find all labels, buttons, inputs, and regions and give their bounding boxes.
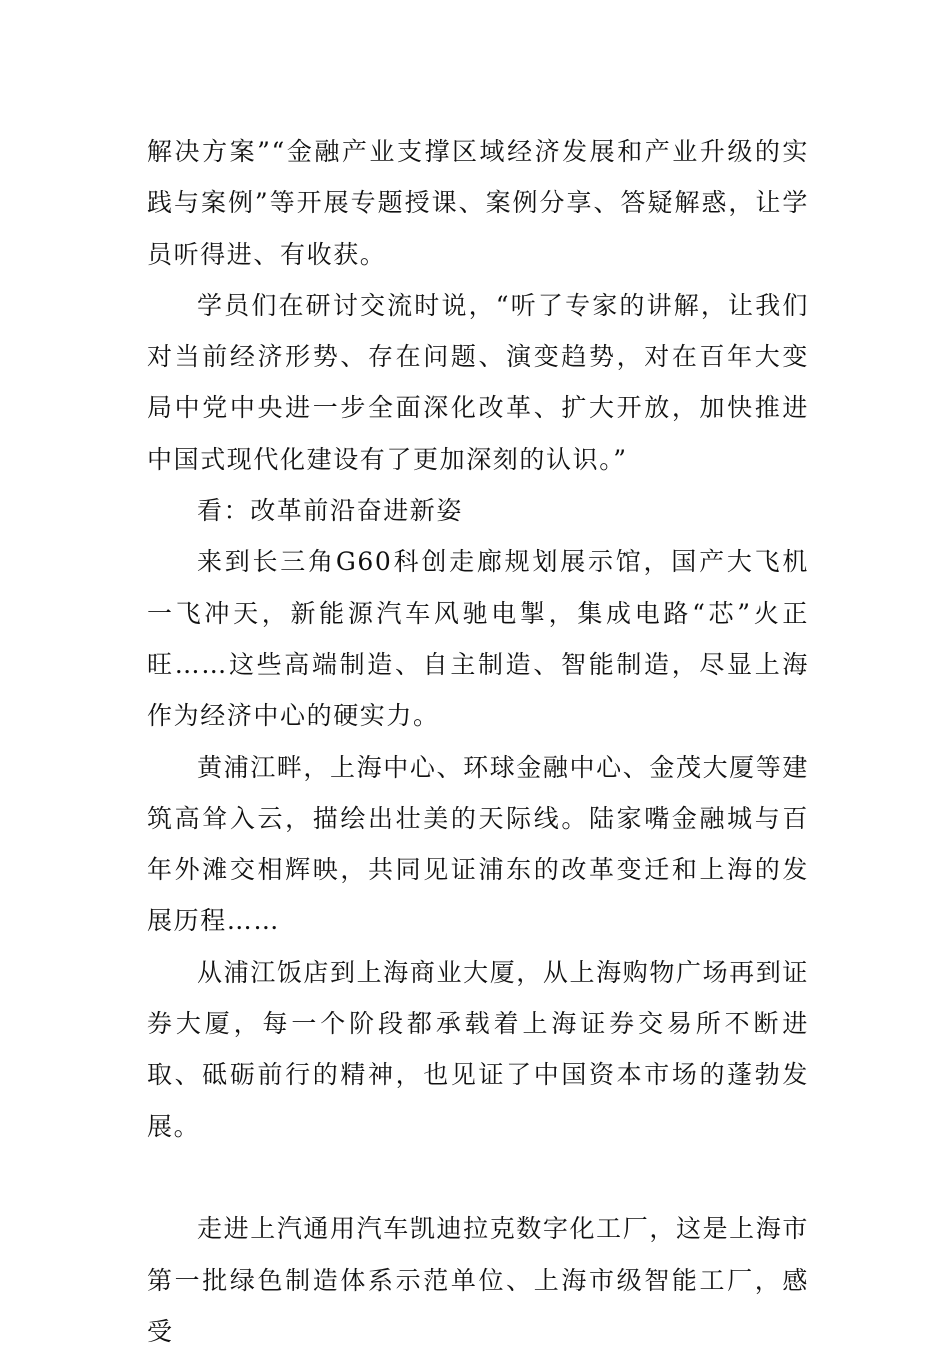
blank-line — [147, 1152, 809, 1203]
paragraph-stock-exchange: 从浦江饭店到上海商业大厦，从上海购物广场再到证券大厦，每一个阶段都承载着上海证券交易所不断进取、砥砺前行的精神，也见证了中国资本市场的蓬勃发展。 — [147, 957, 809, 1141]
paragraph-continued: 解决方案”“金融产业支撑区域经济发展和产业升级的实践与案例”等开展专题授课、案例分享、答疑解惑，让学员听得进、有收获。 — [147, 137, 809, 269]
paragraph-huangpu-river: 黄浦江畔，上海中心、环球金融中心、金茂大厦等建筑高耸入云，描绘出壮美的天际线。陆家嘴金融城与百年外滩交相辉映，共同见证浦东的改革变迁和上海的发展历程…… — [147, 752, 809, 936]
paragraph-digital-factory: 走进上汽通用汽车凯迪拉克数字化工厂，这是上海市第一批绿色制造体系示范单位、上海市级智能工厂，感受 — [147, 1214, 809, 1346]
document-body — [147, 126, 809, 1357]
paragraph-g60-corridor: 来到长三角G60科创走廊规划展示馆，国产大飞机一飞冲天，新能源汽车风驰电掣，集成电路“芯”火正旺……这些高端制造、自主制造、智能制造，尽显上海作为经济中心的硬实力。 — [147, 547, 809, 731]
section-heading: 看：改革前沿奋进新姿 — [197, 496, 464, 526]
paragraph-trainee-remarks: 学员们在研讨交流时说，“听了专家的讲解，让我们对当前经济形势、存在问题、演变趋势，对在百年大变局中党中央进一步全面深化改革、扩大开放，加快推进中国式现代化建设有了更加深刻的认识。” — [147, 290, 809, 474]
